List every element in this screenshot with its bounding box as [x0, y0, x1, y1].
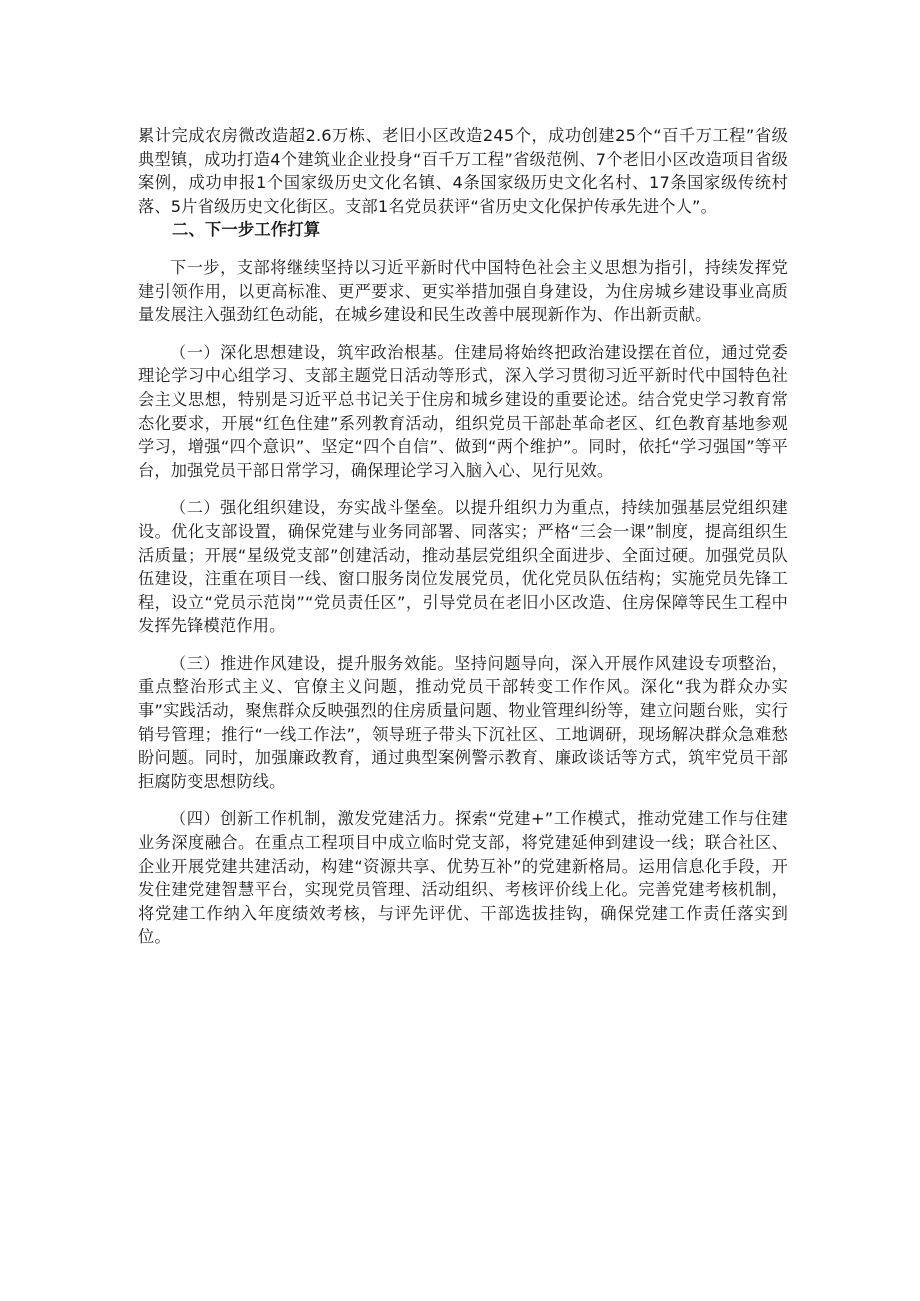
paragraph-work-mechanism: （四）创新工作机制，激发党建活力。探索“党建+”工作模式，推动党建工作与住建业务深度融合。在重点工程项目中成立临时党支部，将党建延伸到建设一线；联合社区、企业开展党建共建活动，构建“资源共享、优势互补”的党建新格局。运用信息化手段，开发住建党建智慧平台，实现党员管理、活动组织、考核评价线上化。完善党建考核机制，将党建工作纳入年度绩效考核，与评先评优、干部选拔挂钩，确保党建工作责任落实到位。	[138, 809, 788, 947]
paragraph-work-style-building: （三）推进作风建设，提升服务效能。坚持问题导向，深入开展作风建设专项整治，重点整治形式主义、官僚主义问题，推动党员干部转变工作作风。深化“我为群众办实事”实践活动，聚焦群众反映强烈的住房质量问题、物业管理纠纷等，建立问题台账，实行销号管理；推行“一线工作法”，领导班子带头下沉社区、工地调研，现场解决群众急难愁盼问题。同时，加强廉政教育，通过典型案例警示教育、廉政谈话等方式，筑牢党员干部拒腐防变思想防线。	[138, 653, 788, 791]
paragraph-ideological-building: （一）深化思想建设，筑牢政治根基。住建局将始终把政治建设摆在首位，通过党委理论学习中心组学习、支部主题党日活动等形式，深入学习贯彻习近平新时代中国特色社会主义思想，特别是习近平总书记关于住房和城乡建设的重要论述。结合党史学习教育常态化要求，开展“红色住建”系列教育活动，组织党员干部赴革命老区、红色教育基地参观学习，增强“四个意识”、坚定“四个自信”、做到“两个维护”。同时，依托“学习强国”等平台，加强党员干部日常学习，确保理论学习入脑入心、见行见效。	[138, 342, 788, 480]
paragraph-organizational-building: （二）强化组织建设，夯实战斗堡垒。以提升组织力为重点，持续加强基层党组织建设。优化支部设置，确保党建与业务同部署、同落实；严格“三会一课”制度，提高组织生活质量；开展“星级党支部”创建活动，推动基层党组织全面进步、全面过硬。加强党员队伍建设，注重在项目一线、窗口服务岗位发展党员，优化党员队伍结构；实施党员先锋工程，设立“党员示范岗”“党员责任区”，引导党员在老旧小区改造、住房保障等民生工程中发挥先锋模范作用。	[138, 498, 788, 636]
intro-paragraph: 累计完成农房微改造超2.6万栋、老旧小区改造245个，成功创建25个“百千万工程”省级典型镇，成功打造4个建筑业企业投身“百千万工程”省级范例、7个老旧小区改造项目省级案例，成功申报1个国家级历史文化名镇、4条国家级历史文化名村、17条国家级传统村落、5片省级历史文化街区。支部1名党员获评“省历史文化保护传承先进个人”。	[138, 126, 788, 216]
paragraph-next-steps: 下一步，支部将继续坚持以习近平新时代中国特色社会主义思想为指引，持续发挥党建引领作用，以更高标准、更严要求、更实举措加强自身建设，为住房城乡建设事业高质量发展注入强劲红色动能，在城乡建设和民生改善中展现新作为、作出新贡献。	[138, 257, 788, 325]
section-heading: 二、下一步工作打算	[172, 220, 321, 240]
document-body	[138, 124, 788, 949]
